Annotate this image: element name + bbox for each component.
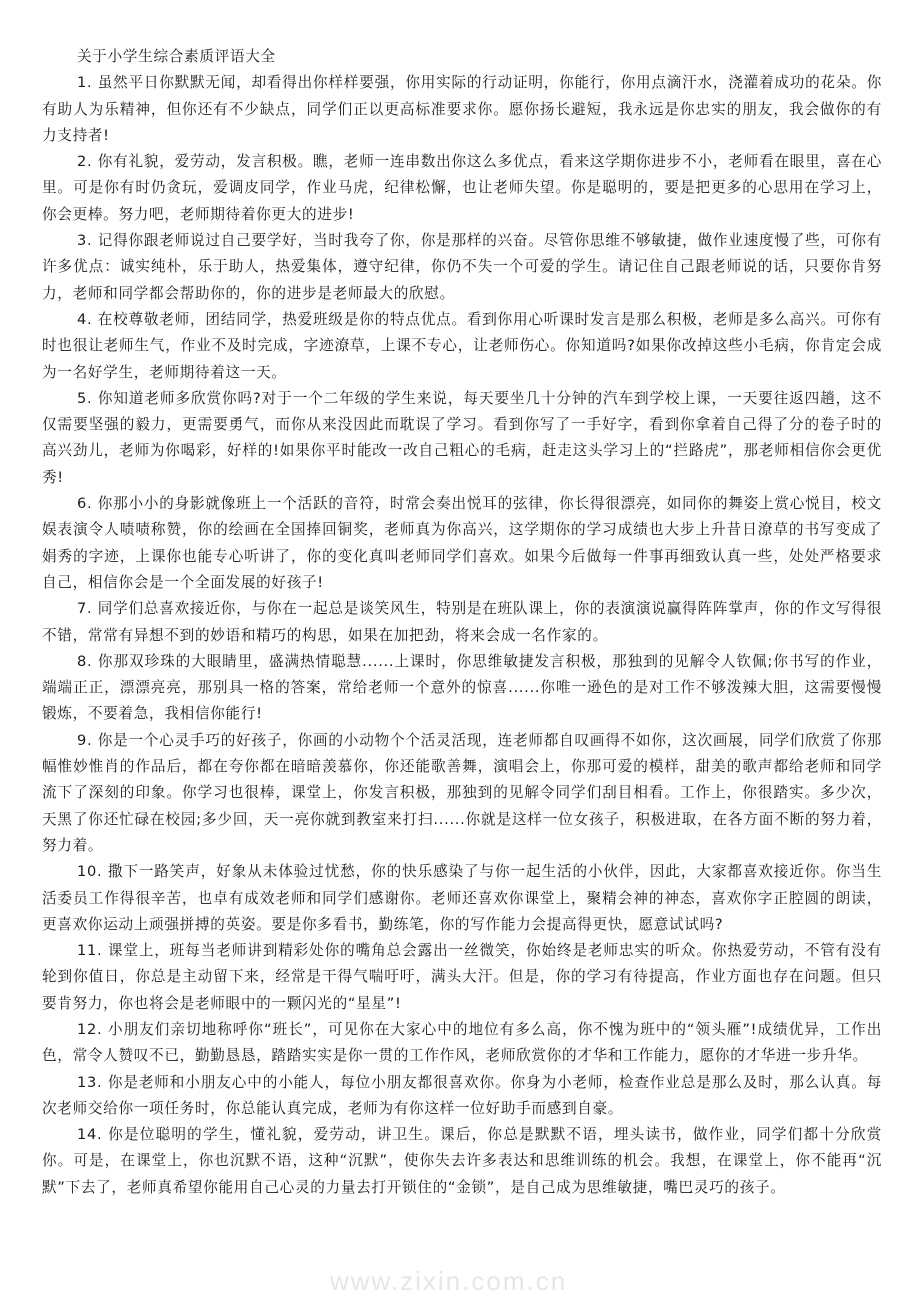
comment-paragraph: 3. 记得你跟老师说过自己要学好，当时我夸了你，你是那样的兴奋。尽管你思维不够敏捷，做作业速度慢了些，可你有许多优点：诚实纯朴，乐于助人，热爱集体，遵守纪律，你仍不失一个可爱的学生。请记住自己跟老师说的话，只要你肯努力，老师和同学都会帮助你的，你的进步是老师最大的欣慰。 xyxy=(42,232,882,302)
comment-paragraph: 9. 你是一个心灵手巧的好孩子，你画的小动物个个活灵活现，连老师都自叹画得不如你，这次画展，同学们欣赏了你那幅惟妙惟肖的作品后，都在夸你都在暗暗羡慕你，你还能歌善舞，演唱会上，你那可爱的模样，甜美的歌声都给老师和同学流下了深刻的印象。你学习也很棒，课堂上，你发言积极，那独到的见解令同学们刮目相看。工作上，你很踏实。多少次，天黑了你还忙碌在校园;多少回，天一亮你就到教室来打扫......你就是这样一位女孩子，积极进取，在各方面不断的努力着，努力着。 xyxy=(42,731,882,854)
document-body xyxy=(42,44,882,1201)
comment-paragraph: 5. 你知道老师多欣赏你吗?对于一个二年级的学生来说，每天要坐几十分钟的汽车到学校上课，一天要往返四趟，这不仅需要坚强的毅力，更需要勇气，而你从来没因此而耽误了学习。看到你写了一手好字，看到你拿着自己得了分的卷子时的高兴劲儿，老师为你喝彩，好样的!如果你平时能改一改自己粗心的毛病，赶走这头学习上的“拦路虎”，那老师相信你会更优秀! xyxy=(42,389,882,486)
comment-paragraph: 4. 在校尊敬老师，团结同学，热爱班级是你的特点优点。看到你用心听课时发言是那么积极，老师是多么高兴。可你有时也很让老师生气，作业不及时完成，字迹潦草，上课不专心，让老师伤心。你知道吗?如果你改掉这些小毛病，你肯定会成为一名好学生，老师期待着这一天。 xyxy=(42,310,882,381)
comment-paragraph: 1. 虽然平日你默默无闻，却看得出你样样要强，你用实际的行动证明，你能行，你用点滴汗水，浇灌着成功的花朵。你有助人为乐精神，但你还有不少缺点，同学们正以更高标准要求你。愿你扬长避短，我永远是你忠实的朋友，我会做你的有力支持者! xyxy=(42,74,882,144)
comment-paragraph: 10. 撒下一路笑声，好象从未体验过忧愁，你的快乐感染了与你一起生活的小伙伴，因此，大家都喜欢接近你。你当生活委员工作得很辛苦，也卓有成效老师和同学们感谢你。老师还喜欢你课堂上，聚精会神的神态，喜欢你字正腔圆的朗读，更喜欢你运动上顽强拼搏的英姿。要是你多看书，勤练笔，你的写作能力会提高得更快，愿意试试吗? xyxy=(42,863,882,933)
comment-paragraph: 12. 小朋友们亲切地称呼你“班长”，可见你在大家心中的地位有多么高，你不愧为班中的“领头雁”!成绩优异，工作出色，常令人赞叹不已，勤勤恳恳，踏踏实实是你一贯的工作作风，老师欣赏你的才华和工作能力，愿你的才华进一步升华。 xyxy=(42,1020,882,1065)
comment-paragraph: 11. 课堂上，班每当老师讲到精彩处你的嘴角总会露出一丝微笑，你始终是老师忠实的听众。你热爱劳动，不管有没有轮到你值日，你总是主动留下来，经常是干得气喘吁吁，满头大汗。但是，你的学习有待提高，作业方面也存在问题。但只要肯努力，你也将会是老师眼中的一颗闪光的“星星”! xyxy=(42,942,882,1012)
watermark: www.zixin.com.cn xyxy=(330,1266,568,1296)
document-title: 关于小学生综合素质评语大全 xyxy=(77,48,276,65)
paragraph-list xyxy=(42,70,882,1201)
comment-paragraph: 14. 你是位聪明的学生，懂礼貌，爱劳动，讲卫生。课后，你总是默默不语，埋头读书，做作业，同学们都十分欣赏你。可是，在课堂上，你也沉默不语，这种“沉默”，使你失去许多表达和思维训练的机会。我想，在课堂上，你不能再“沉默”下去了，老师真希望你能用自己心灵的力量去打开锁住的“金锁”，是自己成为思维敏捷，嘴巴灵巧的孩子。 xyxy=(42,1126,882,1196)
comment-paragraph: 8. 你那双珍珠的大眼睛里，盛满热情聪慧......上课时，你思维敏捷发言积极，那独到的见解令人钦佩;你书写的作业，端端正正，漂漂亮亮，那别具一格的答案，常给老师一个意外的惊喜......你唯一逊色的是对工作不够泼辣大胆，这需要慢慢锻炼，不要着急，我相信你能行! xyxy=(42,652,882,723)
comment-paragraph: 2. 你有礼貌，爱劳动，发言积极。瞧，老师一连串数出你这么多优点，看来这学期你进步不小，老师看在眼里，喜在心里。可是你有时仍贪玩，爱调皮同学，作业马虎，纪律松懈，也让老师失望。你是聪明的，要是把更多的心思用在学习上，你会更棒。努力吧，老师期待着你更大的进步! xyxy=(42,153,882,223)
comment-paragraph: 7. 同学们总喜欢接近你，与你在一起总是谈笑风生，特别是在班队课上，你的表演演说赢得阵阵掌声，你的作文写得很不错，常常有异想不到的妙语和精巧的构思，如果在加把劲，将来会成一名作家的。 xyxy=(42,600,882,644)
comment-paragraph: 13. 你是老师和小朋友心中的小能人，每位小朋友都很喜欢你。你身为小老师，检查作业总是那么及时，那么认真。每次老师交给你一项任务时，你总能认真完成，老师为有你这样一位好助手而感到自豪。 xyxy=(42,1073,882,1117)
comment-paragraph: 6. 你那小小的身影就像班上一个活跃的音符，时常会奏出悦耳的弦律，你长得很漂亮，如同你的舞姿上赏心悦目，校文娱表演令人啧啧称赞，你的绘画在全国捧回铜奖，老师真为你高兴，这学期你的学习成绩也大步上升昔日潦草的书写变成了娟秀的字迹，上课你也能专心听讲了，你的变化真叫老师同学们喜欢。如果今后做每一件事再细致认真一些，处处严格要求自己，相信你会是一个全面发展的好孩子! xyxy=(42,495,882,591)
